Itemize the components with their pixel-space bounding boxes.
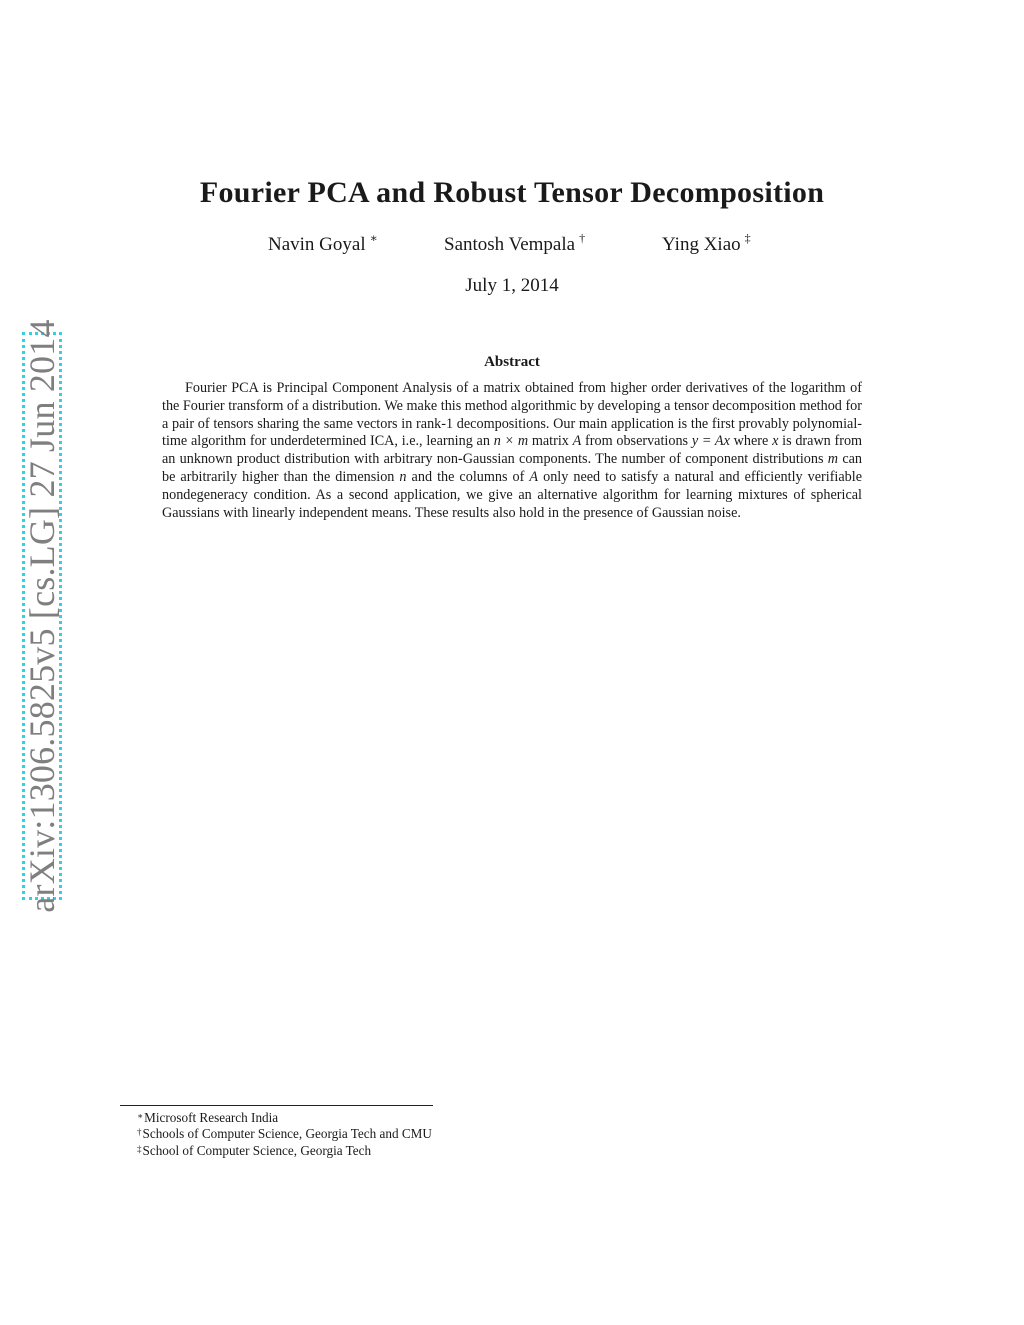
abstract-text: where bbox=[733, 433, 769, 450]
abstract-body bbox=[162, 380, 862, 522]
author-mark: ∗ bbox=[369, 231, 378, 245]
author-1 bbox=[268, 231, 378, 256]
author-name: Ying Xiao bbox=[662, 234, 741, 255]
footnote-text: School of Computer Science, Georgia Tech bbox=[142, 1142, 372, 1158]
math-inline: x bbox=[772, 433, 779, 450]
math-inline: m bbox=[827, 451, 839, 468]
abstract-heading: Abstract bbox=[484, 354, 540, 370]
footnote-mark: ‡ bbox=[137, 1143, 142, 1154]
math-inline: A bbox=[572, 433, 582, 450]
abstract-text: can be arbitrarily higher than the dimension bbox=[162, 451, 863, 485]
abstract-text: from observations bbox=[585, 433, 689, 450]
author-list bbox=[0, 231, 1024, 264]
abstract-text: only need to satisfy a natural and efficiently verifiable nondegeneracy condition. As a second application, we give an alternative algorithm for learning mixtures of spherical Gaussians with linearly independent means. These results also hold in the presence of Gaussian noise. bbox=[162, 468, 862, 521]
arxiv-stamp-text: arXiv:1306.5825v5 [cs.LG] 27 Jun 2014 bbox=[22, 319, 62, 913]
footnote-3 bbox=[137, 1143, 432, 1159]
author-name: Navin Goyal bbox=[268, 234, 366, 255]
footnote-rule bbox=[120, 1105, 433, 1106]
abstract-text: and the columns of bbox=[411, 468, 525, 485]
footnote-mark: ∗ bbox=[137, 1111, 144, 1121]
paper-title: Fourier PCA and Robust Tensor Decomposition bbox=[199, 176, 825, 209]
paper-date: July 1, 2014 bbox=[465, 275, 559, 296]
math-inline: n bbox=[399, 468, 407, 485]
author-3 bbox=[662, 231, 751, 256]
footnote-mark: † bbox=[137, 1127, 142, 1138]
arxiv-stamp bbox=[22, 319, 62, 913]
footnote-2 bbox=[137, 1126, 432, 1142]
abstract-text: Fourier PCA is Principal Component Analysis of a matrix obtained from higher order derivatives of the logarithm of the Fourier transform of a distribution. We make this method algorithmic by developing a tensor decomposition method for a pair of tensors sharing the same vectors in rank-1 decompositions. Our main application is the first provably polynomial-time algorithm for underdetermined ICA, i.e., learning an bbox=[162, 380, 862, 450]
abstract-text: matrix bbox=[531, 433, 569, 450]
math-inline: n × m bbox=[493, 433, 529, 450]
math-inline: y = Ax bbox=[691, 433, 730, 450]
footnote-1 bbox=[137, 1110, 432, 1126]
author-2 bbox=[444, 231, 586, 256]
author-mark: ‡ bbox=[744, 231, 751, 245]
footnotes bbox=[137, 1110, 432, 1159]
abstract-text: is drawn from an unknown product distribution with arbitrary non-Gaussian components. The number of component distributions bbox=[162, 433, 863, 468]
math-inline: A bbox=[529, 468, 539, 485]
author-mark: † bbox=[579, 231, 586, 245]
footnote-text: Microsoft Research India bbox=[144, 1110, 279, 1125]
footnote-text: Schools of Computer Science, Georgia Tech and CMU bbox=[142, 1126, 432, 1142]
author-name: Santosh Vempala bbox=[444, 234, 576, 255]
